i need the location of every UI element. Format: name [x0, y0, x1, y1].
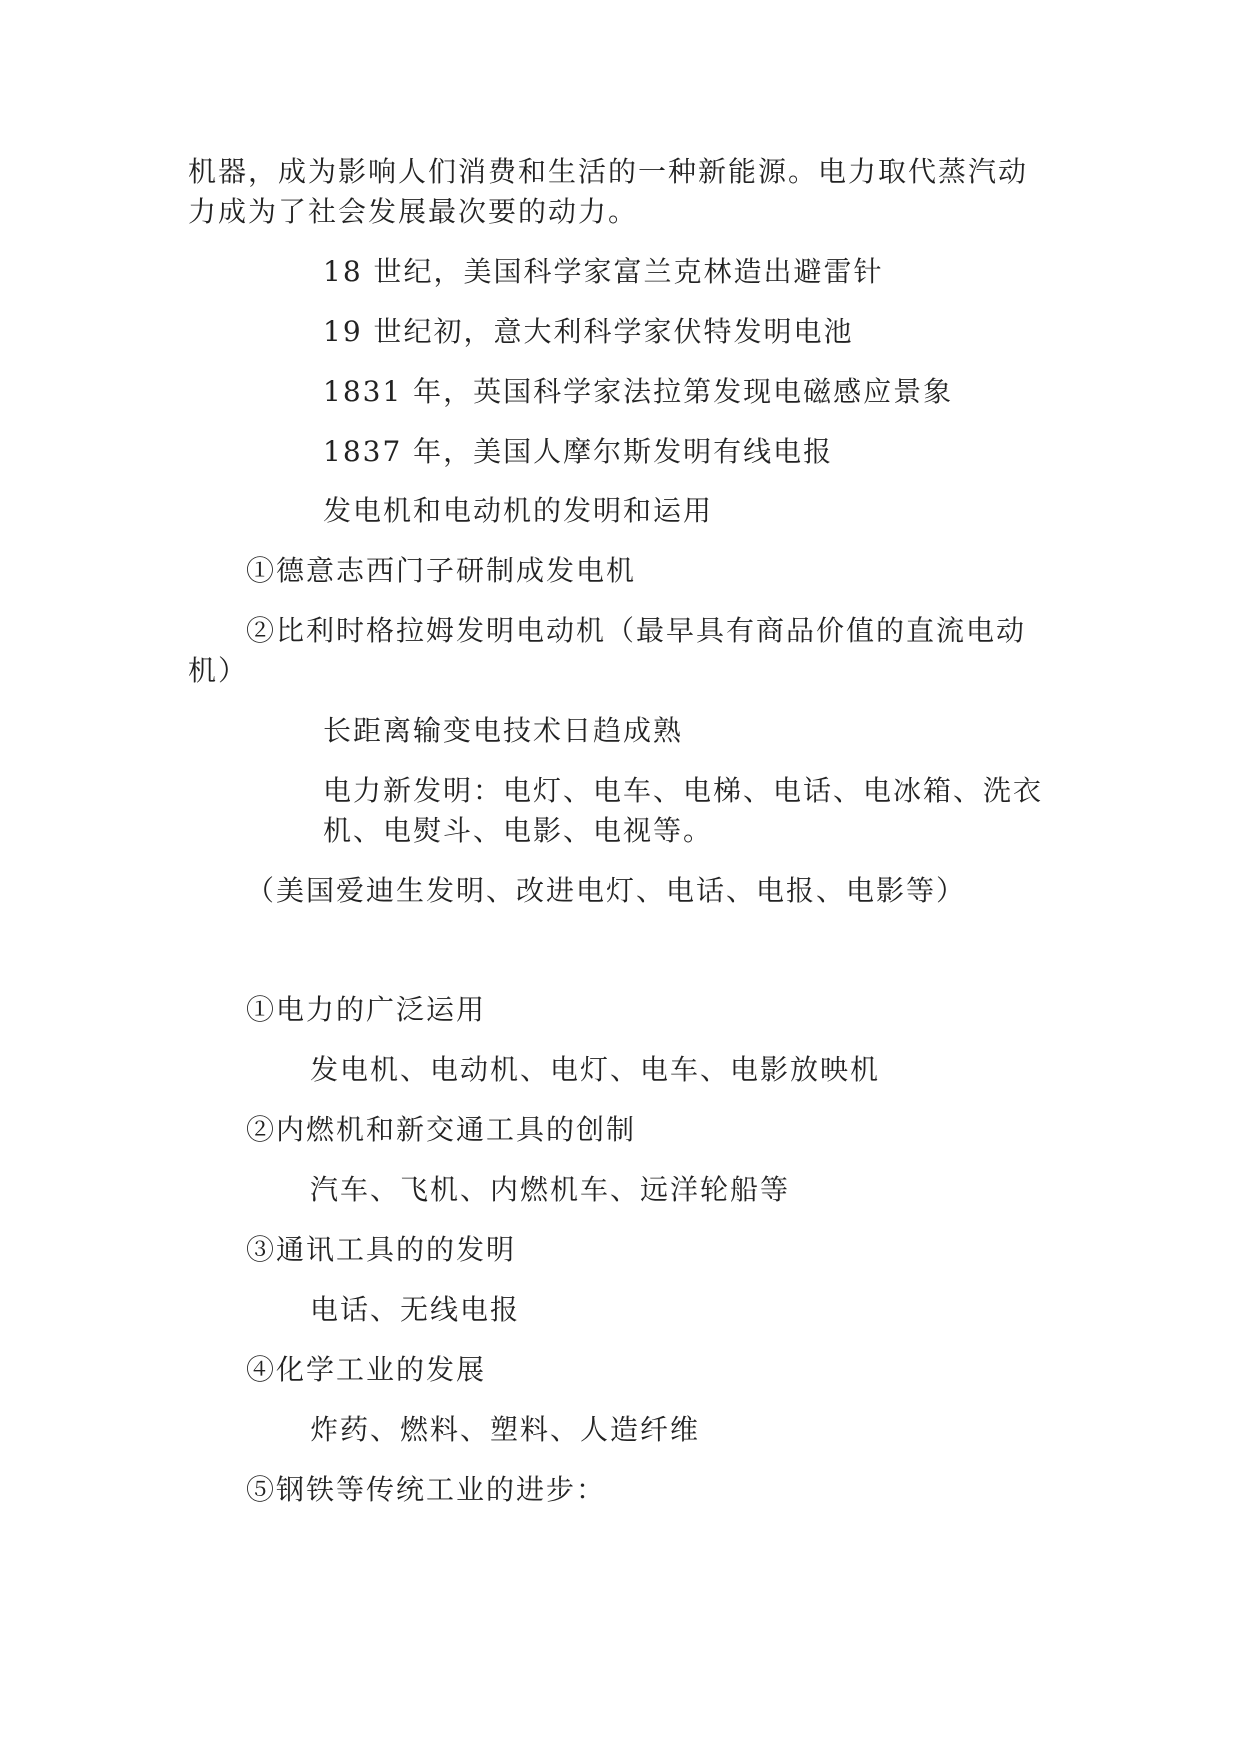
achievement-heading-engines: ②内燃机和新交通工具的创制	[246, 1113, 637, 1146]
achievement-heading-steel: ⑤钢铁等传统工业的进步：	[246, 1473, 607, 1506]
generator-item-siemens: ①德意志西门子研制成发电机	[246, 554, 637, 587]
achievement-detail-electricity: 发电机、电动机、电灯、电车、电影放映机	[310, 1053, 881, 1086]
inventions-line-2: 机、电熨斗、电影、电视等。	[323, 814, 714, 847]
achievement-heading-communication: ③通讯工具的的发明	[246, 1233, 517, 1266]
edison-note: （美国爱迪生发明、改进电灯、电话、电报、电影等）	[246, 874, 967, 907]
transmission-text: 长距离输变电技术日趋成熟	[323, 714, 684, 747]
achievement-heading-chemical: ④化学工业的发展	[246, 1353, 487, 1386]
achievement-detail-engines: 汽车、飞机、内燃机车、远洋轮船等	[310, 1173, 791, 1206]
generator-heading: 发电机和电动机的发明和运用	[323, 494, 714, 527]
generator-item-gramme-line-1: ②比利时格拉姆发明电动机（最早具有商品价值的直流电动	[246, 614, 1027, 647]
achievement-detail-chemical: 炸药、燃料、塑料、人造纤维	[310, 1413, 701, 1446]
timeline-item-induction: 1831 年，英国科学家法拉第发现电磁感应景象	[323, 375, 954, 408]
timeline-item-lightning-rod: 18 世纪，美国科学家富兰克林造出避雷针	[323, 255, 884, 288]
achievement-detail-communication: 电话、无线电报	[310, 1293, 521, 1326]
inventions-line-1: 电力新发明：电灯、电车、电梯、电话、电冰箱、洗衣	[323, 774, 1044, 807]
timeline-item-battery: 19 世纪初，意大利科学家伏特发明电池	[323, 315, 854, 348]
intro-line-1: 机器，成为影响人们消费和生活的一种新能源。电力取代蒸汽动	[188, 155, 1029, 188]
timeline-item-telegraph: 1837 年，美国人摩尔斯发明有线电报	[323, 435, 834, 468]
intro-line-2: 力成为了社会发展最次要的动力。	[188, 195, 639, 228]
achievement-heading-electricity: ①电力的广泛运用	[246, 993, 487, 1026]
generator-item-gramme-line-2: 机）	[188, 654, 249, 687]
